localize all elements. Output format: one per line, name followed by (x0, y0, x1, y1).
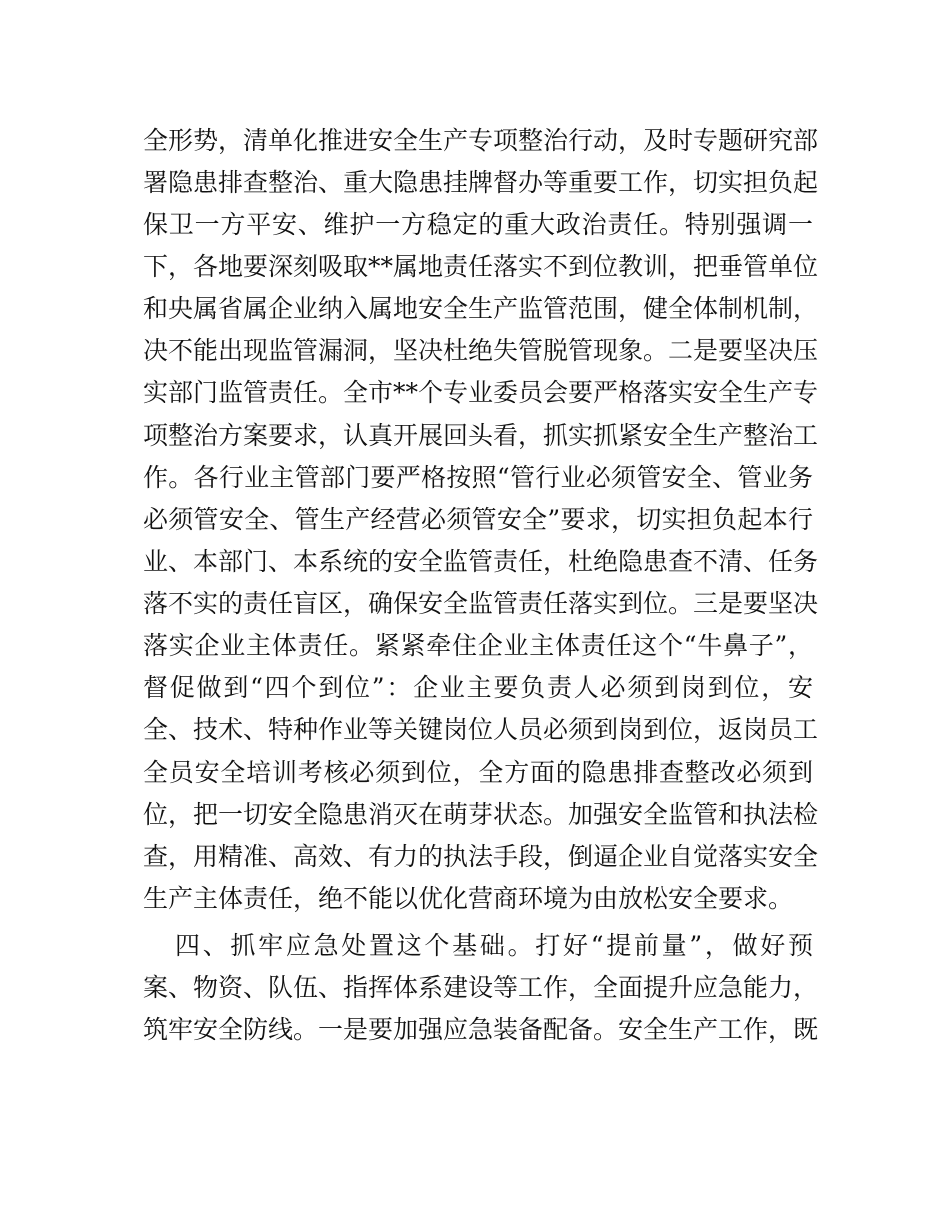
text-line: 全、技术、特种作业等关键岗位人员必须到岗到位，返岗员工 (143, 715, 819, 744)
text-line: 全员安全培训考核必须到位，全方面的隐患排查整改必须到 (143, 758, 813, 787)
text-line: 实部门监管责任。全市**个专业委员会要严格落实安全生产专 (143, 378, 819, 407)
text-line: 督促做到“四个到位”：企业主要负责人必须到岗到位，安 (143, 673, 813, 702)
text-line: 全形势，清单化推进安全生产专项整治行动，及时专题研究部 (143, 126, 819, 155)
text-line: 落实企业主体责任。紧紧牵住企业主体责任这个“牛鼻子”， (143, 631, 813, 660)
text-line: 作。各行业主管部门要严格按照“管行业必须管安全、管业务 (143, 463, 813, 492)
text-line: 生产主体责任，绝不能以优化营商环境为由放松安全要求。 (143, 884, 794, 913)
text-line: 查，用精准、高效、有力的执法手段，倒逼企业自觉落实安全 (143, 842, 819, 871)
text-line: 署隐患排查整治、重大隐患挂牌督办等重要工作，切实担负起 (143, 168, 819, 197)
text-line: 业、本部门、本系统的安全监管责任，杜绝隐患查不清、任务 (143, 547, 819, 576)
text-line: 和央属省属企业纳入属地安全生产监管范围，健全体制机制， (143, 294, 819, 323)
text-line: 决不能出现监管漏洞，坚决杜绝失管脱管现象。二是要坚决压 (143, 336, 819, 365)
text-line: 下，各地要深刻吸取**属地责任落实不到位教训，把垂管单位 (143, 252, 819, 281)
text-line: 落不实的责任盲区，确保安全监管责任落实到位。三是要坚决 (143, 589, 819, 618)
text-line: 保卫一方平安、维护一方稳定的重大政治责任。特别强调一 (143, 210, 813, 239)
text-line: 项整治方案要求，认真开展回头看，抓实抓紧安全生产整治工 (143, 421, 819, 450)
text-line: 必须管安全、管生产经营必须管安全”要求，切实担负起本行 (143, 505, 813, 534)
text-line: 位，把一切安全隐患消灭在萌芽状态。加强安全监管和执法检 (143, 800, 819, 829)
paragraph-heading-line: 四、抓牢应急处置这个基础。打好“提前量”，做好预 (175, 931, 813, 960)
text-line: 案、物资、队伍、指挥体系建设等工作，全面提升应急能力， (143, 973, 819, 1002)
text-line: 筑牢安全防线。一是要加强应急装备配备。安全生产工作，既 (143, 1015, 819, 1044)
